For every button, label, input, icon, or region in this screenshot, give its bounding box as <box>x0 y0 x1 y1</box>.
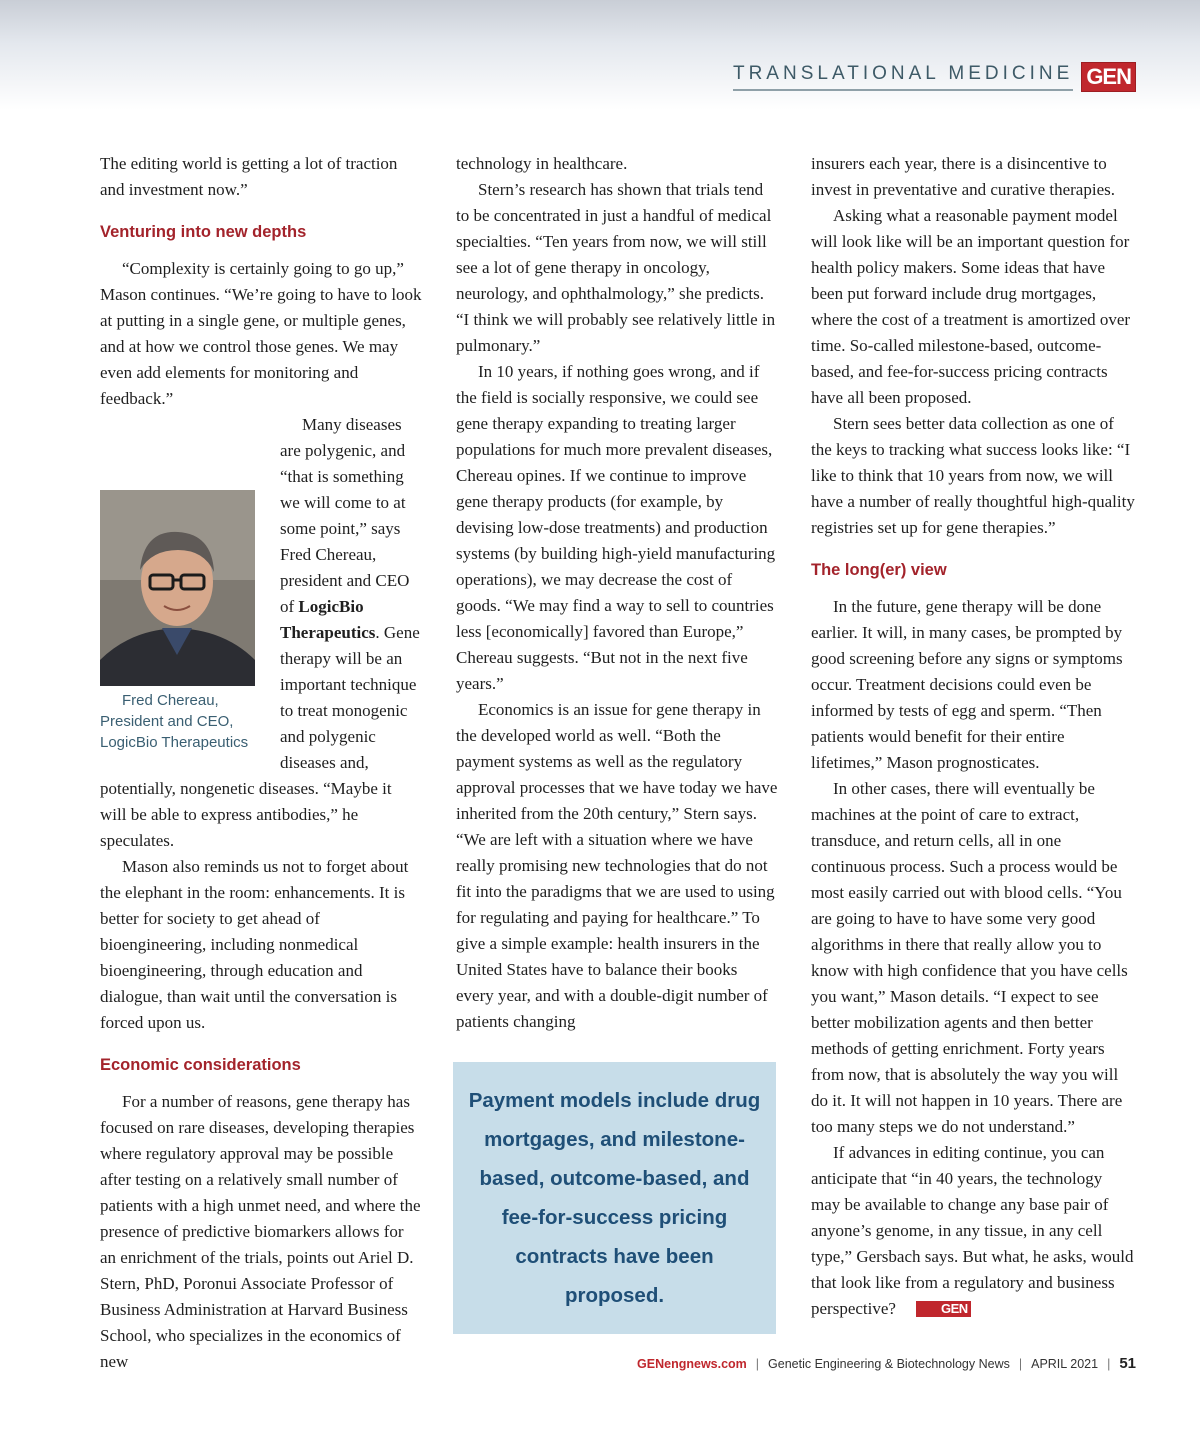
footer-publication: Genetic Engineering & Biotechnology News <box>768 1356 1010 1371</box>
footer-divider: | <box>1018 1356 1023 1371</box>
paragraph: Economics is an issue for gene therapy in the developed world as well. “Both the payment systems as well as the regulatory approval processes that we have today we have inherited from the 20th century,” Stern says. “We are left with a situation where we have really promising new technologies that do not fit into the paradigms that we are used to using for regulating and paying for healthcare.” To give a simple example: health insurers in the United States have to balance their books every year, and with a double-digit number of patients changing <box>456 700 778 1031</box>
subheading-longer-view: The long(er) view <box>811 561 947 579</box>
paragraph: technology in healthcare. <box>456 154 628 173</box>
paragraph: In other cases, there will eventually be machines at the point of care to extract, transduce, and return cells, all in one continuous process. Such a process would be most easily carried out with blood cells. “You are going to have to have some very good algorithms in there that really allow you to know with high confidence that you have cells you want,” Mason details. “I expect to see better mobilization agents and then better methods of getting enrichment. Forty years from now, that is absolutely the way you will do it. It will not happen in 10 years. There are too many steps we do not understand.” <box>811 779 1128 1136</box>
paragraph: Stern sees better data collection as one of the keys to tracking what success looks like: “I like to think that 10 years from now, we will have a number of really thoughtful high-quality registries set up for gene therapies.” <box>811 414 1135 537</box>
page-number: 51 <box>1119 1355 1136 1372</box>
paragraph: For a number of reasons, gene therapy has focused on rare diseases, developing therapies where regulatory approval may be possible after testing on a relatively small number of patients with a high unmet need, and where the presence of predictive biomarkers allows for an enrichment of the trials, points out Ariel D. Stern, PhD, Poronui Associate Professor of Business Administration at Harvard Business School, who specializes in the economics of new <box>100 1092 421 1371</box>
header-band <box>0 0 1200 110</box>
portrait-photo <box>100 490 255 686</box>
paragraph-text: Many diseases are polygenic, and “that is something we will come to at some point,” says Fred Chereau, president and CEO of <box>280 415 410 616</box>
pull-quote-text: Payment models include drug mortgages, and milestone-based, outcome-based, and fee-for-success pricing contracts have been proposed. <box>468 1089 761 1307</box>
footer-divider: | <box>1107 1356 1111 1371</box>
article-column-1 <box>100 151 422 1375</box>
paragraph: “Complexity is certainly going to go up,” Mason continues. “We’re going to have to look at putting in a single gene, or multiple genes, and at how we control those genes. We may even add elements for monitoring and feedback.” <box>100 259 422 408</box>
paragraph: The editing world is getting a lot of traction and investment now.” <box>100 154 398 199</box>
paragraph-text: . Gene therapy will be an important technique to treat monogenic and polygenic diseases and, potentially, nongenetic diseases. “Maybe it will be able to express antibodies,” he speculates. <box>100 623 420 850</box>
gen-end-mark: GEN <box>916 1301 971 1317</box>
page-footer <box>637 1355 1136 1372</box>
section-header <box>733 62 1136 92</box>
paragraph: Mason also reminds us not to forget about the elephant in the room: enhancements. It is better for society to get ahead of bioengineering, including nonmedical bioengineering, through education and dialogue, than wait until the conversation is forced upon us. <box>100 857 409 1032</box>
portrait-figure <box>100 490 270 753</box>
footer-site-link[interactable]: GENengnews.com <box>637 1356 747 1371</box>
subheading-venturing: Venturing into new depths <box>100 223 307 241</box>
article-column-3 <box>811 151 1135 1322</box>
paragraph: Asking what a reasonable payment model will look like will be an important question for health policy makers. Some ideas that have been put forward include drug mortgages, where the cost of a treatment is amortized over time. So-called milestone-based, outcome-based, and fee-for-success pricing contracts have all been proposed. <box>811 206 1131 407</box>
footer-divider: | <box>755 1356 760 1371</box>
gen-logo: GEN <box>1081 62 1136 92</box>
paragraph-with-photo <box>100 412 422 854</box>
subheading-economic: Economic considerations <box>100 1056 301 1074</box>
footer-issue: APRIL 2021 <box>1031 1356 1099 1371</box>
paragraph: insurers each year, there is a disincentive to invest in preventative and curative therapies. <box>811 154 1115 199</box>
paragraph: In the future, gene therapy will be done earlier. It will, in many cases, be prompted by good screening before any signs or symptoms occur. Treatment decisions could even be informed by tests of egg and sperm. “Then patients would benefit for their entire lifetimes,” Mason prognosticates. <box>811 597 1123 772</box>
pull-quote-box <box>453 1062 776 1334</box>
paragraph: Stern’s research has shown that trials tend to be concentrated in just a handful of medical specialties. “Ten years from now, we will still see a lot of gene therapy in oncology, neurology, and ophthalmology,” she predicts. “I think we will probably see relatively little in pulmonary.” <box>456 180 776 355</box>
section-title: TRANSLATIONAL MEDICINE <box>733 63 1073 91</box>
paragraph: In 10 years, if nothing goes wrong, and if the field is socially responsive, we could see gene therapy expanding to treating larger populations for much more prevalent diseases, Chereau opines. If we continue to improve gene therapy products (for example, by devising low-dose treatments) and production systems (by building high-yield manufacturing operations), we may decrease the cost of goods. “We may find a way to sell to countries less [economically] favored than Europe,” Chereau suggests. “But not in the next five years.” <box>456 362 776 693</box>
photo-caption: Fred Chereau, President and CEO, LogicBio Therapeutics <box>100 692 249 751</box>
paragraph-final <box>811 1140 1135 1322</box>
article-column-2 <box>456 151 778 1035</box>
company-name: LogicBio Therapeutics <box>280 597 376 642</box>
paragraph-text: If advances in editing continue, you can anticipate that “in 40 years, the technology may be available to change any base pair of anyone’s genome, in any tissue, in any cell type,” Gersbach says. But what, he asks, would that look like from a regulatory and business perspective? <box>811 1143 1134 1318</box>
